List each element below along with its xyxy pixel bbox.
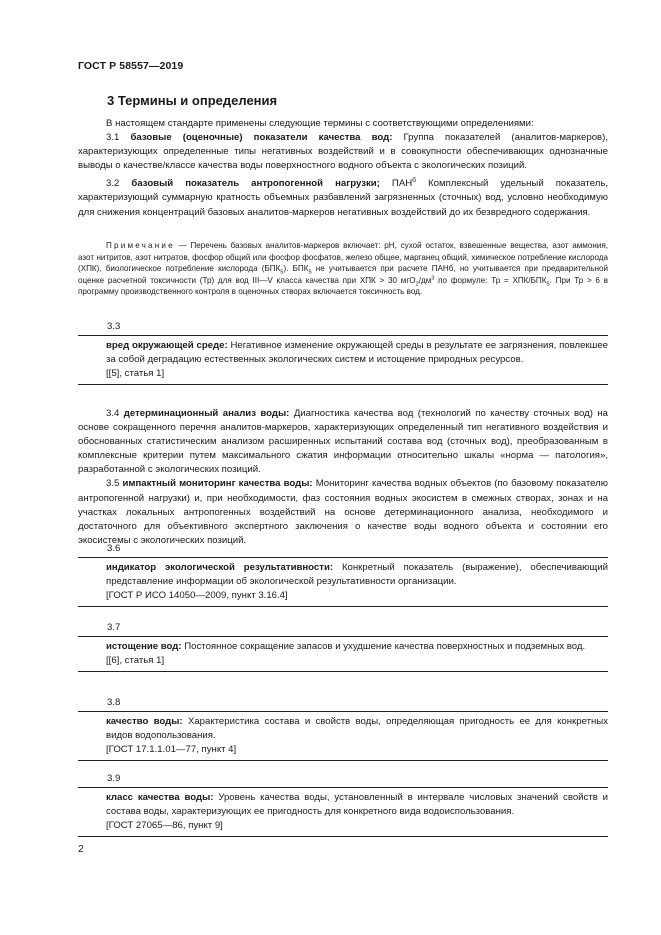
term-name: детерминационный анализ воды: [123,408,290,419]
term-name: вред окружающей среде: [106,340,228,351]
term-body [78,715,608,743]
term-def: Комплексный удельный показатель, характеризующий суммарную кратность объемных разбавлений загрязненных (сточных) вод, условно необходимую для снижения концентраций базовых аналитов-маркеров негативных воздействий до их безвредного содержания. [78,178,608,218]
term-def: Уровень качества воды, установленный в интервале числовых значений свойств и состава воды, характеризующих ее пригодность для конкретного вида водоиспользования. [106,792,608,818]
term-name: базовый показатель антропогенной нагрузки; [131,178,380,190]
section-title: 3 Термины и определения [107,93,278,108]
note-block [78,240,608,298]
term-num: 3.1 [106,132,120,144]
term-abbr: ПАН [391,178,413,190]
page-number: 2 [78,843,84,855]
term-3-1 [78,131,608,173]
term-name: базовые (оценочные) показатели качества вод: [130,132,393,144]
intro-text: В настоящем стандарте применены следующие термины с соответствующими определениями: [106,118,534,129]
term-num-3-6: 3.6 [107,543,121,554]
term-name: индикатор экологической результативности: [106,562,334,573]
term-name: истощение вод: [106,641,182,652]
term-body [78,339,608,367]
term-box-3-6 [78,557,608,607]
term-source: [ГОСТ Р ИСО 14050—2009, пункт 3.16.4] [106,590,288,602]
term-body [78,561,608,589]
term-box-3-3 [78,335,608,385]
term-source: [ГОСТ 27065—86, пункт 9] [106,820,223,832]
intro-block [78,117,608,220]
footnote-mark: б [412,177,417,185]
standard-code: ГОСТ Р 58557—2019 [78,60,184,72]
term-def: Постоянное сокращение запасов и ухудшение качества поверхностных и подземных вод. [184,641,586,652]
term-name: качество воды: [106,716,183,727]
term-body [78,791,608,819]
term-def: Группа показателей (аналитов-маркеров), характеризующих определенные типы негативных воздействий и в совокупности обеспечивающих однозначные выводы о качестве/классе качества воды поверхностного водного объекта с экологических позиций. [78,132,608,172]
term-name: класс качества воды: [106,792,214,803]
term-3-5 [78,477,608,547]
term-num: 3.2 [106,178,120,190]
term-num-3-7: 3.7 [107,622,121,633]
note-text: Примечание — Перечень базовых аналитов-маркеров включает: pH, сухой остаток, взвешенные вещества, азот аммония, азот нитритов, азот нитратов, фосфор общий или фосфор фосфатов, железо общее, марганец общий, химическое потребление кислорода (ХПК), биологическое потребление кислорода $(БПК_5)$. $БПК_5$ не учитывается при расчете ПАНб, но учитывается при предварительной оценке расчетной токсичности (Тр) для вод III—V класса качества при ХПК > 30 $мгО_2/дм^3$ по формуле: Тр = ХПК/$БПК_5$. При Тр > 6 в программу производственного контроля в оценочных створах включается токсичность вод. [78,241,609,297]
term-def: Диагностика качества вод (технологий по качеству сточных вод) на основе сокращенного перечня аналитов-маркеров, характеризующих определенный тип негативного воздействия и обоснованных статистическим анализом расширенных испытаний состава вод (сточных вод), преобразованным в комплексные критерии путем максимального сжатия информации относительно шкалы «норма — патология», разработанной с экологических позиций. [78,408,609,476]
term-def: Негативное изменение окружающей среды в результате ее загрязнения, повлекшее за собой деградацию естественных экологических систем и истощение природных ресурсов. [106,340,608,366]
term-num: 3.5 [106,478,120,490]
term-def: Мониторинг качества водных объектов (по базовому показателю антропогенной нагрузки) и, при необходимости, фаз состояния водных экосистем в смежных створах, зонах и на участках локальных антропогенных воздействий на основе детерминационного анализа, необходимого и достаточного для объективного экспертного заключения о качестве воды водного объекта и состоянии его экосистемы с экологических позиций. [78,478,608,546]
term-source: [ГОСТ 17.1.1.01—77, пункт 4] [106,744,237,756]
term-3-2 [78,177,608,219]
note-label: Примечание [106,241,175,250]
term-num: 3.4 [106,408,120,419]
term-source: [[5], статья 1] [106,368,165,380]
terms-3-4-3-5 [78,407,608,548]
term-source: [[6], статья 1] [106,655,165,667]
term-box-3-7 [78,636,608,672]
term-def: Конкретный показатель (выражение), обеспечивающий представление информации об экологической результативности организации. [106,562,608,588]
term-box-3-9 [78,787,608,837]
term-box-3-8 [78,711,608,761]
term-body [78,640,608,654]
term-num-3-3: 3.3 [107,321,121,332]
term-3-4 [78,407,608,477]
term-name: импактный мониторинг качества воды: [122,478,313,490]
term-num-3-9: 3.9 [107,773,121,784]
term-num-3-8: 3.8 [107,697,121,708]
term-def: Характеристика состава и свойств воды, определяющая пригодность ее для конкретных видов водопользования. [106,716,608,742]
